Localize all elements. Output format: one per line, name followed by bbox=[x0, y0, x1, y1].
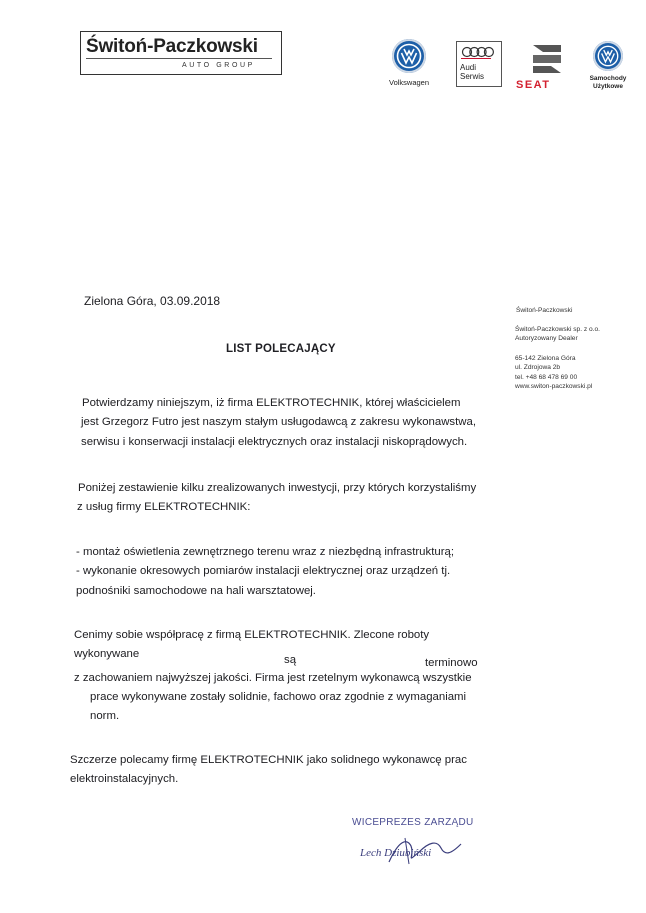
paragraph-4-line-1: Szczerze polecamy firmę ELEKTROTECHNIK jako solidnego wykonawcę prac bbox=[70, 754, 467, 766]
audi-logo-icon bbox=[461, 45, 495, 63]
sidebar-company-legal: Świtoń-Paczkowski sp. z o.o. bbox=[515, 326, 601, 333]
paragraph-3-line-5: norm. bbox=[90, 710, 120, 722]
audi-accent-line bbox=[461, 58, 491, 59]
paragraph-3-line-4: prace wykonywane zostały solidnie, fachowo oraz zgodnie z wymaganiami bbox=[90, 691, 467, 703]
volkswagen-logo-icon bbox=[392, 39, 426, 73]
paragraph-1-line-1: Potwierdzamy niniejszym, iż firma ELEKTROTECHNIK, której właścicielem bbox=[82, 397, 461, 409]
list-item: - montaż oświetlenia zewnętrznego terenu wraz z niezbędną infrastrukturą; bbox=[76, 546, 454, 558]
letter-title: LIST POLECAJĄCY bbox=[226, 343, 336, 355]
paragraph-2-line-2: z usług firmy ELEKTROTECHNIK: bbox=[77, 501, 251, 513]
audi-service-label: Serwis bbox=[460, 72, 485, 81]
volkswagen-label: Volkswagen bbox=[388, 78, 430, 87]
stamp-title: WICEPREZES ZARZĄDU bbox=[352, 817, 474, 828]
list-item: - wykonanie okresowych pomiarów instalacji elektrycznej oraz urządzeń tj. bbox=[76, 565, 451, 577]
company-logo-name: Świtoń-Paczkowski bbox=[86, 36, 258, 57]
paragraph-2-line-1: Poniżej zestawienie kilku zrealizowanych inwestycji, przy których korzystaliśmy bbox=[78, 482, 477, 494]
vw-commercial-label-1: Samochody bbox=[589, 75, 627, 82]
paragraph-3-line-1: Cenimy sobie współpracę z firmą ELEKTROTECHNIK. Zlecone roboty bbox=[74, 629, 430, 641]
paragraph-4-line-2: elektroinstalacyjnych. bbox=[70, 773, 179, 785]
stamp-name: Lech Dziubiński bbox=[360, 847, 432, 859]
paragraph-3-word-3: terminowo bbox=[425, 657, 478, 669]
list-item-continuation: podnośniki samochodowe na hali warsztatowej. bbox=[76, 585, 316, 597]
place-date: Zielona Góra, 03.09.2018 bbox=[84, 294, 221, 308]
paragraph-3-word-1: wykonywane bbox=[74, 648, 140, 660]
sidebar-phone: tel. +48 68 478 69 00 bbox=[515, 374, 578, 381]
seat-label: SEAT bbox=[516, 79, 551, 91]
sidebar-address-city: 65-142 Zielona Góra bbox=[515, 355, 576, 362]
vw-commercial-logo-icon bbox=[593, 41, 623, 71]
paragraph-1-line-3: serwisu i konserwacji instalacji elektrycznych oraz instalacji niskoprądowych. bbox=[81, 436, 468, 448]
paragraph-3-word-2: są bbox=[284, 654, 297, 666]
logo-divider bbox=[86, 58, 272, 59]
sidebar-dealer: Autoryzowany Dealer bbox=[515, 335, 578, 342]
handwritten-signature bbox=[385, 834, 465, 868]
sidebar-website: www.switon-paczkowski.pl bbox=[515, 383, 593, 390]
seat-logo-icon bbox=[529, 43, 565, 80]
paragraph-3-line-3: z zachowaniem najwyższej jakości. Firma jest rzetelnym wykonawcą wszystkie bbox=[74, 672, 472, 684]
paragraph-1-line-2: jest Grzegorz Futro jest naszym stałym usługodawcą z zakresu wykonawstwa, bbox=[81, 416, 477, 428]
vw-commercial-label-2: Użytkowe bbox=[593, 83, 623, 90]
audi-label: Audi bbox=[460, 63, 477, 72]
company-logo-tagline: AUTO GROUP bbox=[182, 62, 255, 69]
sidebar-address-street: ul. Zdrojowa 2b bbox=[515, 364, 561, 371]
sidebar-company-name: Świtoń-Paczkowski bbox=[516, 307, 573, 314]
